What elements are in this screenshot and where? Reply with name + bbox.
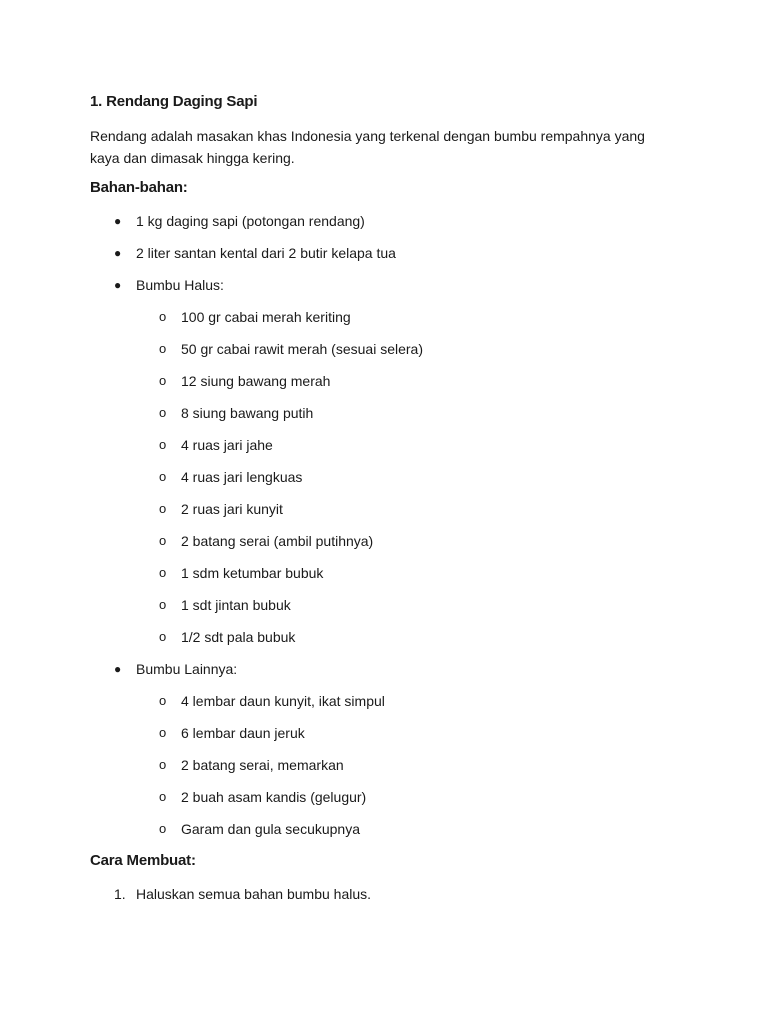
ingredient-item: ● 1 kg daging sapi (potongan rendang): [114, 213, 365, 229]
sub-ingredient-item: o 1/2 sdt pala bubuk: [159, 629, 296, 645]
recipe-intro: Rendang adalah masakan khas Indonesia yang terkenal dengan bumbu rempahnya yang kaya dan dimasak hingga kering.: [90, 128, 645, 166]
sub-ingredient-item: o 100 gr cabai merah keriting: [159, 309, 351, 325]
circle-bullet-icon: o: [159, 821, 167, 836]
recipe-title: 1. Rendang Daging Sapi: [90, 93, 258, 110]
circle-bullet-icon: o: [159, 309, 167, 324]
bullet-icon: ●: [114, 214, 122, 228]
circle-bullet-icon: o: [159, 373, 167, 388]
ingredients-heading: Bahan-bahan:: [90, 179, 188, 196]
circle-bullet-icon: o: [159, 437, 167, 452]
ingredient-item: ● 2 liter santan kental dari 2 butir kelapa tua: [114, 245, 396, 261]
sub-ingredient-item: o 8 siung bawang putih: [159, 405, 314, 421]
circle-bullet-icon: o: [159, 757, 167, 772]
circle-bullet-icon: o: [159, 405, 167, 420]
ingredient-item: ● Bumbu Halus:: [114, 277, 224, 293]
sub-ingredient-item: o 2 ruas jari kunyit: [159, 501, 283, 517]
sub-ingredient-item: o 12 siung bawang merah: [159, 373, 331, 389]
sub-ingredient-item: o 1 sdm ketumbar bubuk: [159, 565, 324, 581]
circle-bullet-icon: o: [159, 565, 167, 580]
sub-ingredient-item: o 4 ruas jari jahe: [159, 437, 273, 453]
circle-bullet-icon: o: [159, 789, 167, 804]
sub-ingredient-item: o 50 gr cabai rawit merah (sesuai selera): [159, 341, 423, 357]
sub-ingredient-item: o 2 batang serai, memarkan: [159, 757, 344, 773]
sub-ingredient-item: o 6 lembar daun jeruk: [159, 725, 305, 741]
method-step: 1. Haluskan semua bahan bumbu halus.: [114, 886, 372, 902]
circle-bullet-icon: o: [159, 693, 167, 708]
circle-bullet-icon: o: [159, 501, 167, 516]
circle-bullet-icon: o: [159, 597, 167, 612]
bullet-icon: ●: [114, 246, 122, 260]
bullet-icon: ●: [114, 662, 122, 676]
circle-bullet-icon: o: [159, 629, 167, 644]
circle-bullet-icon: o: [159, 469, 167, 484]
sub-ingredient-item: o Garam dan gula secukupnya: [159, 821, 360, 837]
ingredient-item: ● Bumbu Lainnya:: [114, 661, 238, 677]
bullet-icon: ●: [114, 278, 122, 292]
sub-ingredient-item: o 1 sdt jintan bubuk: [159, 597, 291, 613]
sub-ingredient-item: o 4 lembar daun kunyit, ikat simpul: [159, 693, 385, 709]
circle-bullet-icon: o: [159, 341, 167, 356]
sub-ingredient-item: o 2 buah asam kandis (gelugur): [159, 789, 367, 805]
circle-bullet-icon: o: [159, 725, 167, 740]
step-number: 1.: [114, 886, 126, 902]
sub-ingredient-item: o 2 batang serai (ambil putihnya): [159, 533, 374, 549]
method-heading: Cara Membuat:: [90, 852, 196, 869]
sub-ingredient-item: o 4 ruas jari lengkuas: [159, 469, 303, 485]
circle-bullet-icon: o: [159, 533, 167, 548]
